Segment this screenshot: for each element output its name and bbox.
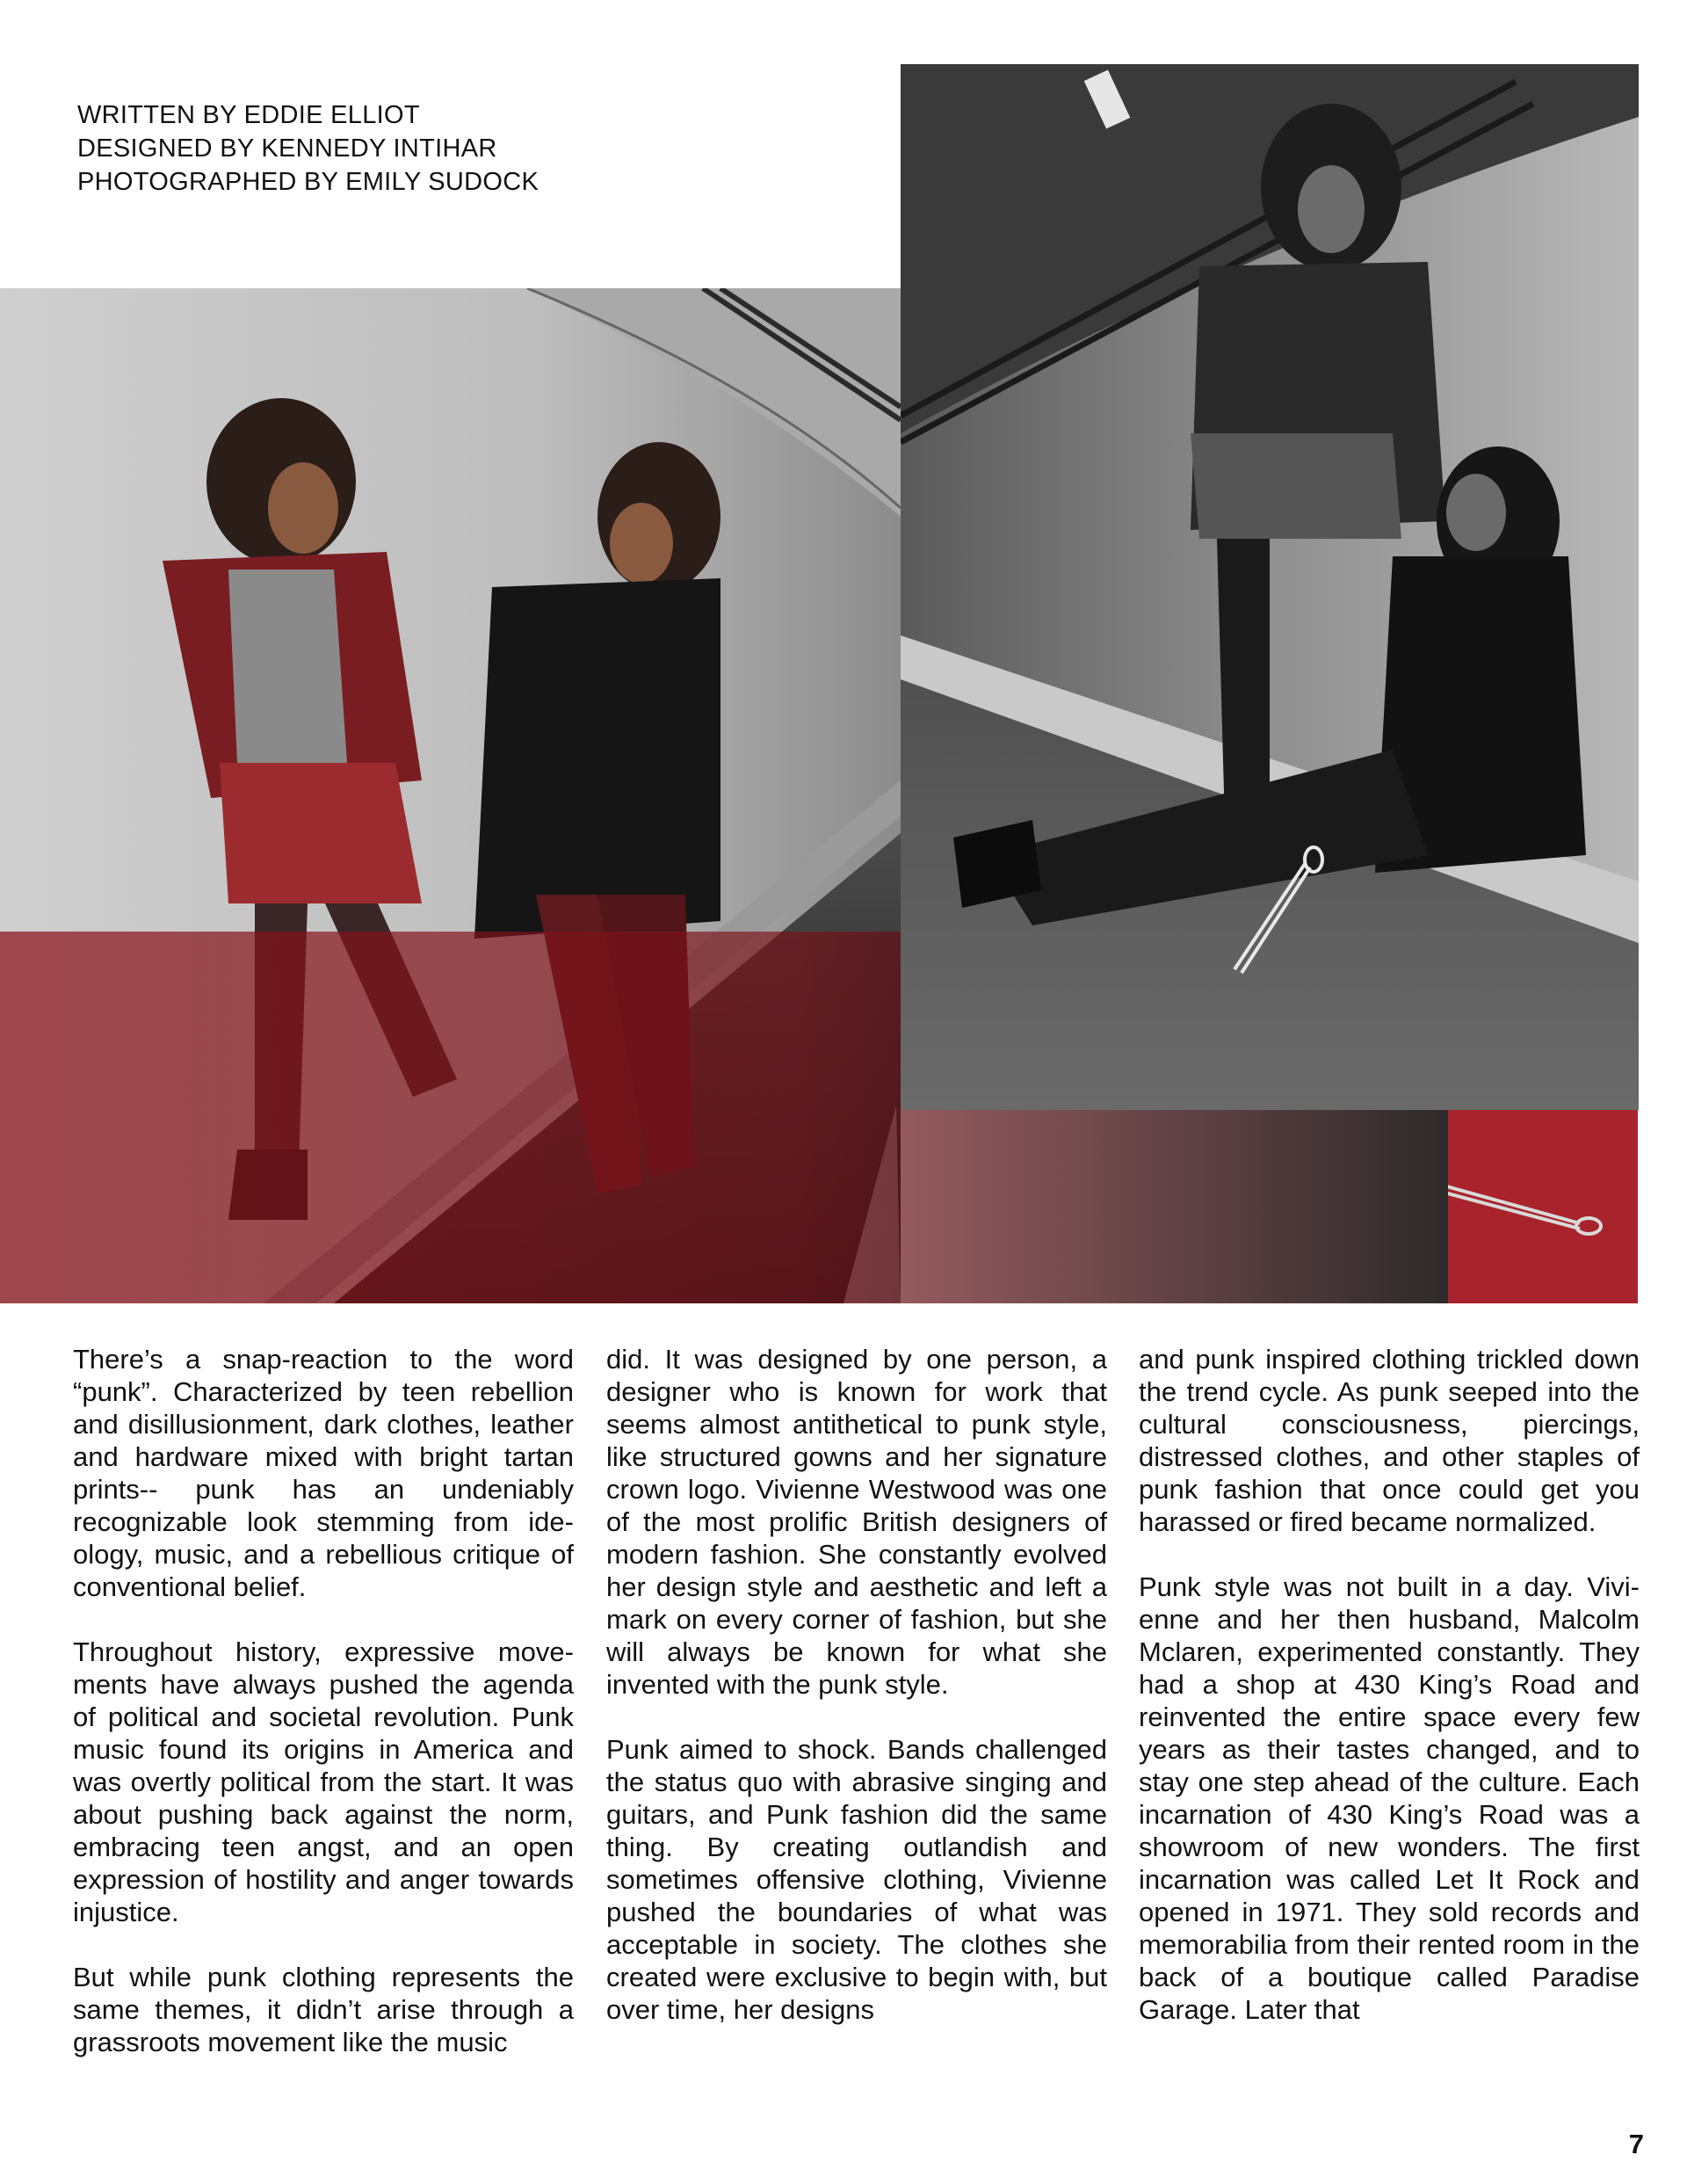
article-column-3 [1139,1343,1640,2058]
writer-credit: WRITTEN BY EDDIE ELLIOT [77,101,420,129]
paragraph: But while punk clothing represents the same themes, it didn’t arise through a grassroots movement like the music [73,1962,574,2057]
paragraph: did. It was designed by one person, a designer who is known for work that seems almost antithetical to punk style, like structured gowns and her signature crown logo. Vivienne Westwood was one of the most prolific British designers of modern fashion. She constantly evolved her design style and aesthetic and left a mark on every corner of fashion, but she will always be known for what she invented with the punk style. [606,1344,1107,1700]
paragraph: Punk aimed to shock. Bands challenged the status quo with abrasive singing and guitars, and Punk fashion did the same thing. By creating outlandish and sometimes offensive clothing, Vivienne pushed the boundaries of what was acceptable in society. The clothes she created were exclusive to begin with, but over time, her designs [606,1734,1107,2025]
paragraph: There’s a snap-reaction to the word “punk”. Characterized by teen rebellion and disillusionment, dark clothes, leather and hardware mixed with bright tartan prints-- punk has an undeniably recognizable look stemming from ideology, music, and a rebellious critique of conventional belief. [73,1344,574,1602]
credits-block [77,98,539,199]
article-column-1 [73,1343,574,2091]
designer-credit: DESIGNED BY KENNEDY INTIHAR [77,134,497,163]
red-accent-block [1448,1109,1638,1303]
article-column-2 [606,1343,1107,2058]
paragraph: Punk style was not built in a day. Vivienne and her then husband, Malcolm Mclaren, experimented constantly. They had a shop at 430 King’s Road and reinvented the entire space every few years as their tastes changed, and to stay one step ahead of the culture. Each incarnation of 430 King’s Road was a showroom of new wonders. The first incarnation was called Let It Rock and opened in 1971. They sold records and memorabilia from their rented room in the back of a boutique called Paradise Garage. Later that [1139,1571,1640,2025]
paragraph: and punk inspired clothing trickled down the trend cycle. As punk seeped into the cultural consciousness, piercings, distressed clothes, and other staples of punk fashion that once could get you harassed or fired became normalized. [1139,1344,1640,1537]
photo-tunnel-seated [901,64,1639,1110]
safety-pin-icon [1448,1109,1638,1303]
page-number: 7 [1628,2129,1644,2159]
photographer-credit: PHOTOGRAPHED BY EMILY SUDOCK [77,168,539,196]
paragraph: Throughout history, expressive movements have always pushed the agenda of political and societal revolution. Punk music found its origins in America and was overtly political from the start. It was about pushing back against the norm, embracing teen angst, and an open expression of hostility and anger towards injustice. [73,1636,574,1927]
